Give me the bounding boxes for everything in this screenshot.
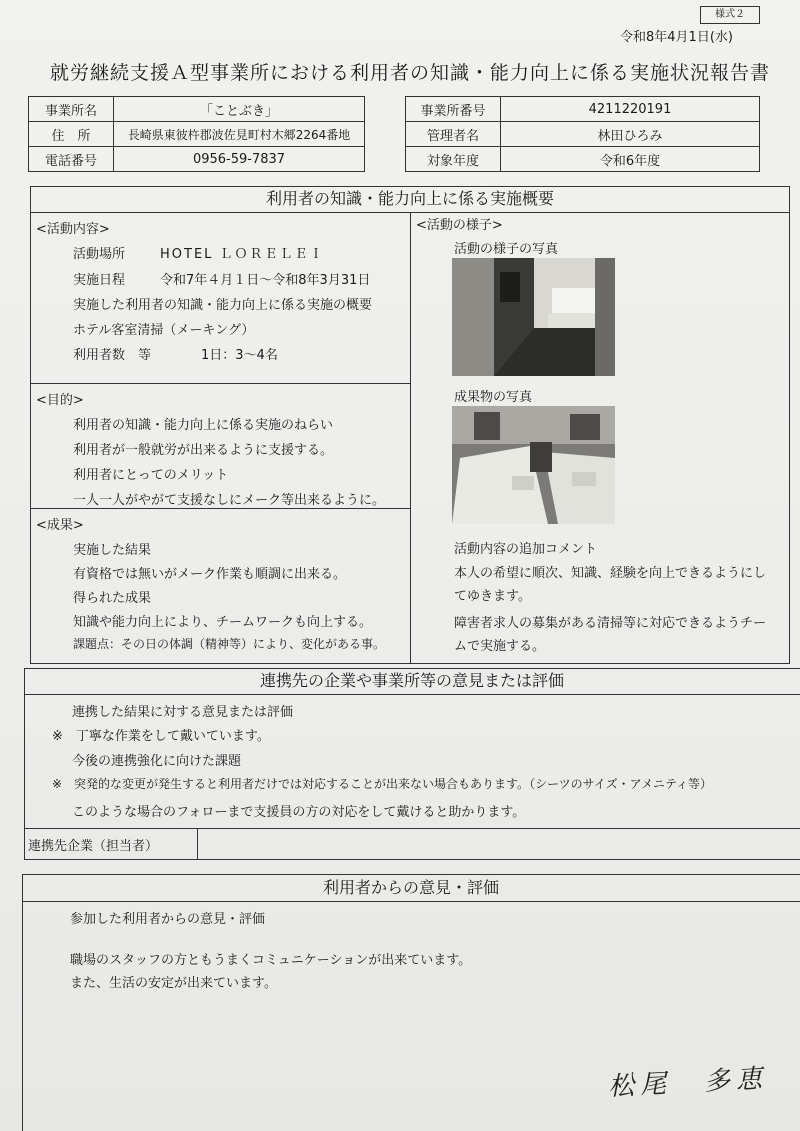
partner-result-value: ※ 丁寧な作業をして戴いています。 — [52, 729, 270, 744]
merit-label: 利用者にとってのメリット — [73, 468, 229, 483]
column-divider — [410, 212, 411, 663]
activity-heading: <活動内容> — [36, 222, 110, 237]
comment-line-2: てゆきます。 — [454, 589, 531, 604]
participant-count-value: 1日：3～4名 — [201, 348, 278, 363]
office-meta-table — [405, 96, 760, 172]
office-name-value: 「ことぶき」 — [114, 97, 365, 122]
row-divider — [24, 828, 800, 829]
fiscal-year-label: 対象年度 — [406, 147, 501, 172]
partner-heading: 連携先の企業や事業所等の意見または評価 — [24, 668, 800, 695]
result-heading: <成果> — [36, 518, 84, 533]
activity-photo — [452, 258, 615, 376]
photo1-label: 活動の様子の写真 — [454, 242, 559, 257]
comment-line-3: 障害者求人の募集がある清掃等に対応できるようチー — [454, 616, 767, 631]
user-opinion-line-1: 職場のスタッフの方ともうまくコミュニケーションが出来ています。 — [70, 953, 472, 968]
form-number: 様式２ — [700, 6, 760, 24]
aim-value: 利用者が一般就労が出来るように支援する。 — [73, 443, 334, 458]
manager-label: 管理者名 — [406, 122, 501, 147]
summary-value: ホテル客室清掃（メーキング） — [73, 323, 255, 338]
scene-heading: <活動の様子> — [416, 218, 503, 233]
partner-issue-label: 今後の連携強化に向けた課題 — [72, 754, 242, 769]
schedule-label: 実施日程 — [73, 273, 126, 288]
partner-issue-value-2: このような場合のフォローまで支援員の方の対応をして戴けると助かります。 — [72, 805, 526, 820]
user-opinion-line-2: また、生活の安定が出来ています。 — [70, 976, 277, 991]
column-divider — [197, 828, 198, 859]
purpose-heading: <目的> — [36, 393, 84, 408]
result-photo — [452, 406, 615, 524]
comment-line-1: 本人の希望に順次、知識、経験を向上できるようにし — [454, 566, 767, 581]
schedule-value: 令和7年４月１日～令和8年3月31日 — [160, 273, 371, 288]
user-opinion-label: 参加した利用者からの意見・評価 — [70, 912, 266, 927]
report-date: 令和8年4月1日(水) — [620, 30, 733, 45]
phone-label: 電話番号 — [29, 147, 114, 172]
table-row — [406, 97, 760, 122]
hotel-room-photo-graphic — [452, 258, 615, 376]
partner-result-label: 連携した結果に対する意見または評価 — [72, 705, 294, 720]
office-number-value: 4211220191 — [501, 97, 760, 122]
place-value: HOTEL ＬＯＲＥＬＥＩ — [160, 247, 325, 262]
row-divider — [30, 508, 411, 509]
aim-label: 利用者の知識・能力向上に係る実施のねらい — [73, 418, 334, 433]
phone-value: 0956-59-7837 — [114, 147, 365, 172]
table-row — [29, 97, 365, 122]
merit-value: 一人一人がやがて支援なしにメーク等出来るように。 — [73, 493, 386, 508]
table-row — [406, 147, 760, 172]
result-value: 有資格では無いがメーク作業も順調に出来る。 — [73, 567, 347, 582]
fiscal-year-value: 令和6年度 — [501, 147, 760, 172]
place-label: 活動場所 — [73, 247, 126, 262]
address-value: 長崎県東彼杵郡波佐見町村木郷2264番地 — [114, 122, 365, 147]
photo2-label: 成果物の写真 — [454, 390, 533, 405]
manager-value: 林田ひろみ — [501, 122, 760, 147]
gain-label: 得られた成果 — [73, 591, 152, 606]
table-row — [406, 122, 760, 147]
office-number-label: 事業所番号 — [406, 97, 501, 122]
document-title: 就労継続支援Ａ型事業所における利用者の知識・能力向上に係る実施状況報告書 — [49, 62, 770, 84]
overview-heading: 利用者の知識・能力向上に係る実施概要 — [30, 186, 790, 213]
summary-label: 実施した利用者の知識・能力向上に係る実施の概要 — [73, 298, 373, 313]
table-row — [29, 147, 365, 172]
office-info-table — [28, 96, 365, 172]
gain-value: 知識や能力向上により、チームワークも向上する。 — [73, 615, 373, 630]
partner-company-label: 連携先企業（担当者） — [28, 839, 159, 854]
user-opinion-heading: 利用者からの意見・評価 — [22, 874, 800, 902]
result-label: 実施した結果 — [73, 543, 152, 558]
handwritten-signature: 松尾 多恵 — [607, 1063, 769, 1103]
made-beds-photo-graphic — [452, 406, 615, 524]
row-divider — [30, 383, 411, 384]
partner-issue-value-1: ※ 突発的な変更が発生すると利用者だけでは対応することが出来ない場合もあります。（シーツのサイズ・アメニティ等） — [52, 777, 712, 791]
address-label: 住 所 — [29, 122, 114, 147]
participant-count-label: 利用者数 等 — [73, 348, 152, 363]
table-row — [29, 122, 365, 147]
comment-label: 活動内容の追加コメント — [454, 542, 598, 557]
office-name-label: 事業所名 — [29, 97, 114, 122]
comment-line-4: ムで実施する。 — [454, 639, 546, 654]
issue-note: 課題点：その日の体調（精神等）により、変化がある事。 — [73, 637, 386, 651]
